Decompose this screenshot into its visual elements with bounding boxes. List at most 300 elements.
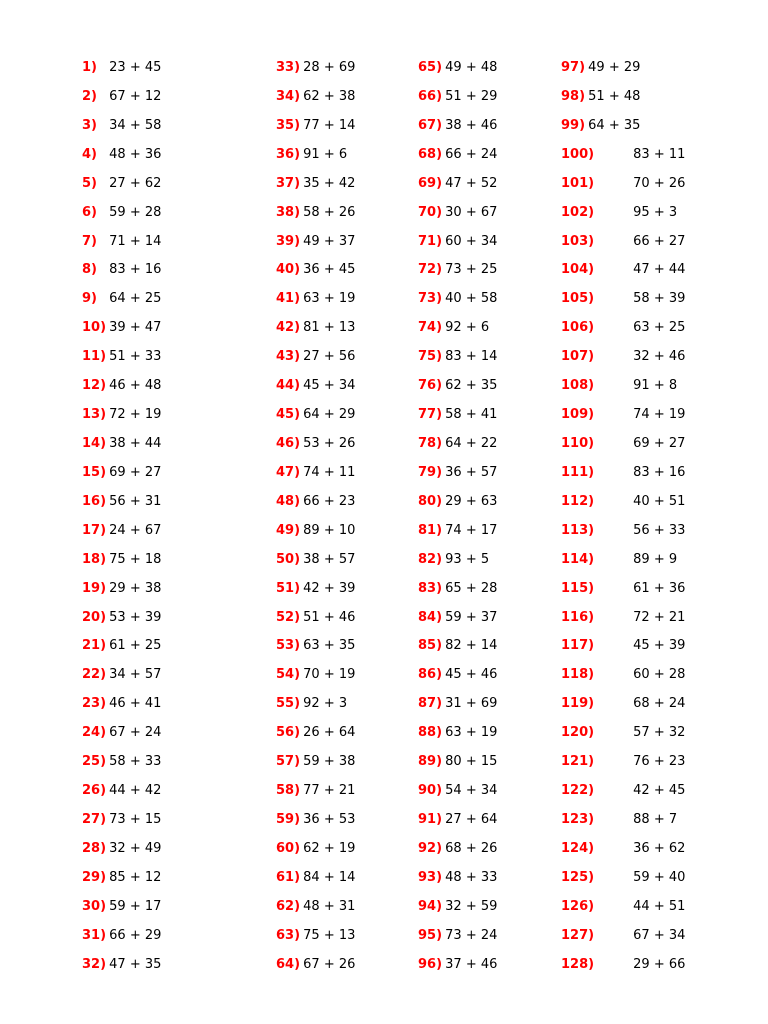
problem-number: 91)	[418, 811, 443, 827]
problem-expression: 91 + 6	[303, 146, 348, 162]
problem-number: 100)	[561, 146, 595, 162]
problem-expression: 59 + 28	[109, 204, 162, 220]
problem-expression: 27 + 62	[109, 175, 162, 191]
problem-item	[276, 83, 355, 112]
problem-item	[82, 314, 161, 343]
problem-item	[82, 806, 161, 835]
problem-number: 127)	[561, 927, 595, 943]
problem-expression: 61 + 25	[109, 638, 162, 654]
problem-item	[82, 661, 161, 690]
problem-expression: 38 + 57	[303, 551, 356, 567]
problem-item	[276, 343, 355, 372]
problem-number: 24)	[82, 725, 107, 741]
problem-number: 71)	[418, 233, 443, 249]
problem-number: 96)	[418, 956, 443, 972]
problem-expression: 67 + 12	[109, 88, 162, 104]
problem-number: 7)	[82, 233, 97, 249]
problem-item	[82, 343, 161, 372]
problem-item	[418, 835, 497, 864]
problem-number: 125)	[561, 869, 595, 885]
problem-number: 62)	[276, 898, 301, 914]
problem-expression: 51 + 29	[445, 88, 498, 104]
problem-number: 126)	[561, 898, 595, 914]
problem-item	[418, 83, 497, 112]
problem-item	[561, 632, 685, 661]
problem-item	[82, 893, 161, 922]
problem-number: 101)	[561, 175, 595, 191]
problem-item	[418, 430, 497, 459]
problem-expression: 46 + 48	[109, 378, 162, 394]
problem-expression: 51 + 48	[588, 88, 641, 104]
problem-expression: 34 + 58	[109, 117, 162, 133]
problem-expression: 29 + 66	[633, 956, 686, 972]
problem-item	[561, 285, 685, 314]
problem-item	[82, 748, 161, 777]
problem-number: 107)	[561, 349, 595, 365]
problem-item	[276, 748, 355, 777]
problem-expression: 64 + 29	[303, 407, 356, 423]
problem-number: 106)	[561, 320, 595, 336]
problem-item	[82, 604, 161, 633]
problem-expression: 72 + 19	[109, 407, 162, 423]
problem-item	[418, 546, 497, 575]
problem-item	[561, 459, 685, 488]
problem-number: 6)	[82, 204, 97, 220]
problem-expression: 47 + 44	[633, 262, 686, 278]
problem-number: 83)	[418, 580, 443, 596]
problem-expression: 75 + 13	[303, 927, 356, 943]
problem-column-1	[82, 54, 161, 980]
problem-number: 76)	[418, 378, 443, 394]
problem-item	[82, 719, 161, 748]
problem-item	[561, 430, 685, 459]
problem-item	[418, 199, 497, 228]
problem-number: 17)	[82, 522, 107, 538]
problem-expression: 84 + 14	[303, 869, 356, 885]
problem-expression: 44 + 42	[109, 783, 162, 799]
problem-item	[561, 228, 685, 257]
problem-expression: 49 + 29	[588, 60, 641, 75]
problem-expression: 69 + 27	[633, 435, 686, 451]
problem-number: 18)	[82, 551, 107, 567]
problem-number: 79)	[418, 464, 443, 480]
problem-item	[276, 951, 355, 980]
problem-expression: 77 + 14	[303, 117, 356, 133]
problem-item	[82, 835, 161, 864]
problem-expression: 26 + 64	[303, 725, 356, 741]
problem-expression: 63 + 25	[633, 320, 686, 336]
problem-number: 3)	[82, 117, 97, 133]
problem-number: 116)	[561, 609, 595, 625]
problem-item	[561, 112, 685, 141]
problem-item	[276, 604, 355, 633]
problem-number: 45)	[276, 407, 301, 423]
problem-number: 75)	[418, 349, 443, 365]
problem-number: 54)	[276, 667, 301, 683]
problem-expression: 74 + 11	[303, 464, 356, 480]
problem-number: 2)	[82, 88, 97, 104]
problem-number: 86)	[418, 667, 443, 683]
problem-number: 41)	[276, 291, 301, 307]
problem-expression: 76 + 23	[633, 754, 686, 770]
problem-item	[418, 719, 497, 748]
problem-number: 94)	[418, 898, 443, 914]
problem-expression: 47 + 35	[109, 956, 162, 972]
problem-item	[561, 517, 685, 546]
problem-expression: 29 + 38	[109, 580, 162, 596]
problem-item	[82, 54, 161, 83]
problem-item	[418, 806, 497, 835]
problem-number: 43)	[276, 349, 301, 365]
problem-item	[418, 951, 497, 980]
problem-item	[82, 632, 161, 661]
problem-expression: 47 + 52	[445, 175, 498, 191]
problem-expression: 73 + 25	[445, 262, 498, 278]
problem-expression: 66 + 27	[633, 233, 686, 249]
problem-item	[82, 141, 161, 170]
problem-number: 69)	[418, 175, 443, 191]
problem-expression: 62 + 19	[303, 840, 356, 856]
problem-expression: 38 + 44	[109, 435, 162, 451]
problem-number: 95)	[418, 927, 443, 943]
problem-item	[418, 112, 497, 141]
problem-number: 47)	[276, 464, 301, 480]
problem-expression: 67 + 26	[303, 956, 356, 972]
problem-number: 123)	[561, 811, 595, 827]
problem-item	[418, 285, 497, 314]
problem-item	[82, 546, 161, 575]
problem-item	[82, 112, 161, 141]
problem-expression: 31 + 69	[445, 696, 498, 712]
problem-item	[418, 661, 497, 690]
problem-item	[561, 777, 685, 806]
problem-expression: 27 + 64	[445, 811, 498, 827]
problem-expression: 48 + 36	[109, 146, 162, 162]
problem-expression: 30 + 67	[445, 204, 498, 220]
problem-expression: 49 + 37	[303, 233, 356, 249]
problem-expression: 95 + 3	[633, 204, 678, 220]
problem-expression: 75 + 18	[109, 551, 162, 567]
problem-number: 56)	[276, 725, 301, 741]
problem-item	[82, 488, 161, 517]
problem-item	[418, 54, 497, 83]
problem-number: 77)	[418, 407, 443, 423]
problem-number: 32)	[82, 956, 107, 972]
problem-number: 121)	[561, 754, 595, 770]
problem-number: 118)	[561, 667, 595, 683]
problem-item	[82, 285, 161, 314]
problem-expression: 32 + 49	[109, 840, 162, 856]
problem-item	[276, 893, 355, 922]
problem-item	[561, 604, 685, 633]
problem-number: 68)	[418, 146, 443, 162]
problem-item	[276, 719, 355, 748]
problem-item	[276, 632, 355, 661]
problem-number: 73)	[418, 291, 443, 307]
problem-number: 25)	[82, 754, 107, 770]
problem-number: 80)	[418, 493, 443, 509]
problem-number: 113)	[561, 522, 595, 538]
problem-expression: 28 + 69	[303, 60, 356, 75]
problem-item	[418, 314, 497, 343]
problem-expression: 66 + 24	[445, 146, 498, 162]
problem-number: 110)	[561, 435, 595, 451]
problem-expression: 53 + 26	[303, 435, 356, 451]
problem-item	[561, 256, 685, 285]
problem-item	[276, 170, 355, 199]
problem-item	[276, 922, 355, 951]
problem-expression: 45 + 34	[303, 378, 356, 394]
problem-expression: 32 + 46	[633, 349, 686, 365]
problem-item	[82, 170, 161, 199]
problem-expression: 42 + 45	[633, 783, 686, 799]
problem-number: 4)	[82, 146, 97, 162]
problem-expression: 66 + 23	[303, 493, 356, 509]
problem-number: 52)	[276, 609, 301, 625]
problem-number: 70)	[418, 204, 443, 220]
problem-item	[276, 401, 355, 430]
problem-expression: 62 + 35	[445, 378, 498, 394]
problem-item	[276, 54, 355, 83]
problem-item	[82, 199, 161, 228]
problem-item	[82, 575, 161, 604]
problem-expression: 82 + 14	[445, 638, 498, 654]
problem-expression: 71 + 14	[109, 233, 162, 249]
problem-item	[276, 285, 355, 314]
problem-number: 85)	[418, 638, 443, 654]
problem-expression: 73 + 24	[445, 927, 498, 943]
problem-number: 1)	[82, 60, 97, 75]
problem-number: 128)	[561, 956, 595, 972]
problem-item	[418, 517, 497, 546]
problem-expression: 60 + 34	[445, 233, 498, 249]
problem-item	[561, 488, 685, 517]
problem-number: 93)	[418, 869, 443, 885]
problem-expression: 92 + 6	[445, 320, 490, 336]
problem-number: 102)	[561, 204, 595, 220]
problem-expression: 56 + 33	[633, 522, 686, 538]
problem-expression: 36 + 53	[303, 811, 356, 827]
problem-number: 12)	[82, 378, 107, 394]
problem-number: 98)	[561, 88, 586, 104]
problem-item	[561, 864, 685, 893]
problem-expression: 89 + 9	[633, 551, 678, 567]
problem-expression: 69 + 27	[109, 464, 162, 480]
problem-item	[82, 372, 161, 401]
problem-item	[276, 488, 355, 517]
problem-expression: 91 + 8	[633, 378, 678, 394]
problem-number: 72)	[418, 262, 443, 278]
problem-item	[561, 170, 685, 199]
problem-expression: 81 + 13	[303, 320, 356, 336]
problem-expression: 64 + 22	[445, 435, 498, 451]
problem-number: 5)	[82, 175, 97, 191]
problem-expression: 49 + 48	[445, 60, 498, 75]
problem-item	[276, 459, 355, 488]
problem-number: 36)	[276, 146, 301, 162]
problem-item	[82, 951, 161, 980]
problem-number: 105)	[561, 291, 595, 307]
problem-number: 10)	[82, 320, 107, 336]
problem-item	[418, 141, 497, 170]
problem-expression: 83 + 14	[445, 349, 498, 365]
problem-expression: 37 + 46	[445, 956, 498, 972]
problem-item	[418, 632, 497, 661]
problem-expression: 59 + 17	[109, 898, 162, 914]
problem-number: 112)	[561, 493, 595, 509]
problem-expression: 92 + 3	[303, 696, 348, 712]
problem-item	[418, 864, 497, 893]
problem-item	[276, 199, 355, 228]
problem-item	[276, 314, 355, 343]
problem-expression: 32 + 59	[445, 898, 498, 914]
problem-item	[561, 199, 685, 228]
problem-number: 104)	[561, 262, 595, 278]
problem-expression: 66 + 29	[109, 927, 162, 943]
problem-number: 16)	[82, 493, 107, 509]
problem-item	[82, 228, 161, 257]
problem-number: 78)	[418, 435, 443, 451]
problem-item	[561, 141, 685, 170]
problem-number: 63)	[276, 927, 301, 943]
problem-expression: 64 + 25	[109, 291, 162, 307]
problem-item	[561, 661, 685, 690]
problem-number: 92)	[418, 840, 443, 856]
problem-number: 26)	[82, 783, 107, 799]
problem-expression: 93 + 5	[445, 551, 490, 567]
problem-expression: 68 + 26	[445, 840, 498, 856]
problem-number: 124)	[561, 840, 595, 856]
problem-expression: 70 + 26	[633, 175, 686, 191]
problem-item	[418, 604, 497, 633]
problem-number: 27)	[82, 811, 107, 827]
problem-item	[276, 777, 355, 806]
problem-item	[276, 112, 355, 141]
problem-number: 29)	[82, 869, 107, 885]
problem-number: 48)	[276, 493, 301, 509]
problem-item	[82, 83, 161, 112]
problem-expression: 36 + 62	[633, 840, 686, 856]
problem-expression: 38 + 46	[445, 117, 498, 133]
problem-expression: 68 + 24	[633, 696, 686, 712]
problem-expression: 42 + 39	[303, 580, 356, 596]
problem-expression: 70 + 19	[303, 667, 356, 683]
problem-expression: 36 + 45	[303, 262, 356, 278]
problem-number: 19)	[82, 580, 107, 596]
problem-number: 49)	[276, 522, 301, 538]
problem-expression: 83 + 16	[633, 464, 686, 480]
problem-item	[418, 575, 497, 604]
problem-expression: 24 + 67	[109, 522, 162, 538]
problem-expression: 29 + 63	[445, 493, 498, 509]
problem-item	[561, 546, 685, 575]
problem-expression: 88 + 7	[633, 811, 678, 827]
problem-item	[418, 893, 497, 922]
problem-column-3	[418, 54, 497, 980]
problem-item	[276, 690, 355, 719]
problem-item	[561, 690, 685, 719]
problem-number: 82)	[418, 551, 443, 567]
problem-number: 74)	[418, 320, 443, 336]
problem-expression: 67 + 24	[109, 725, 162, 741]
problem-number: 40)	[276, 262, 301, 278]
problem-number: 21)	[82, 638, 107, 654]
problem-item	[418, 228, 497, 257]
problem-item	[276, 835, 355, 864]
problem-expression: 59 + 38	[303, 754, 356, 770]
problem-number: 119)	[561, 696, 595, 712]
problem-number: 65)	[418, 60, 443, 75]
problem-expression: 59 + 40	[633, 869, 686, 885]
problem-number: 51)	[276, 580, 301, 596]
problem-number: 90)	[418, 783, 443, 799]
problem-number: 30)	[82, 898, 107, 914]
problem-expression: 58 + 41	[445, 407, 498, 423]
problem-item	[82, 864, 161, 893]
problem-item	[561, 806, 685, 835]
problem-number: 33)	[276, 60, 301, 75]
problem-expression: 63 + 19	[303, 291, 356, 307]
problem-number: 39)	[276, 233, 301, 249]
problem-expression: 83 + 11	[633, 146, 686, 162]
problem-number: 20)	[82, 609, 107, 625]
problem-item	[418, 401, 497, 430]
problem-expression: 65 + 28	[445, 580, 498, 596]
problem-expression: 35 + 42	[303, 175, 356, 191]
problem-item	[418, 343, 497, 372]
problem-item	[561, 719, 685, 748]
problem-item	[418, 256, 497, 285]
problem-expression: 73 + 15	[109, 811, 162, 827]
problem-item	[276, 141, 355, 170]
problem-expression: 64 + 35	[588, 117, 641, 133]
problem-expression: 48 + 33	[445, 869, 498, 885]
problem-number: 61)	[276, 869, 301, 885]
problem-expression: 51 + 46	[303, 609, 356, 625]
problem-item	[418, 777, 497, 806]
problem-number: 67)	[418, 117, 443, 133]
problem-number: 44)	[276, 378, 301, 394]
problem-number: 89)	[418, 754, 443, 770]
problem-expression: 85 + 12	[109, 869, 162, 885]
problem-expression: 27 + 56	[303, 349, 356, 365]
problem-number: 88)	[418, 725, 443, 741]
problem-expression: 36 + 57	[445, 464, 498, 480]
problem-number: 34)	[276, 88, 301, 104]
problem-expression: 54 + 34	[445, 783, 498, 799]
problem-number: 57)	[276, 754, 301, 770]
problem-item	[418, 488, 497, 517]
problem-number: 115)	[561, 580, 595, 596]
problem-expression: 80 + 15	[445, 754, 498, 770]
problem-expression: 57 + 32	[633, 725, 686, 741]
problem-number: 46)	[276, 435, 301, 451]
problem-item	[276, 546, 355, 575]
problem-number: 42)	[276, 320, 301, 336]
problem-number: 8)	[82, 262, 97, 278]
problem-expression: 74 + 17	[445, 522, 498, 538]
problem-number: 58)	[276, 783, 301, 799]
problem-number: 87)	[418, 696, 443, 712]
problem-number: 55)	[276, 696, 301, 712]
problem-item	[276, 864, 355, 893]
problem-number: 38)	[276, 204, 301, 220]
problem-item	[82, 256, 161, 285]
problem-item	[561, 343, 685, 372]
problem-item	[276, 228, 355, 257]
problem-expression: 63 + 35	[303, 638, 356, 654]
problem-item	[82, 922, 161, 951]
